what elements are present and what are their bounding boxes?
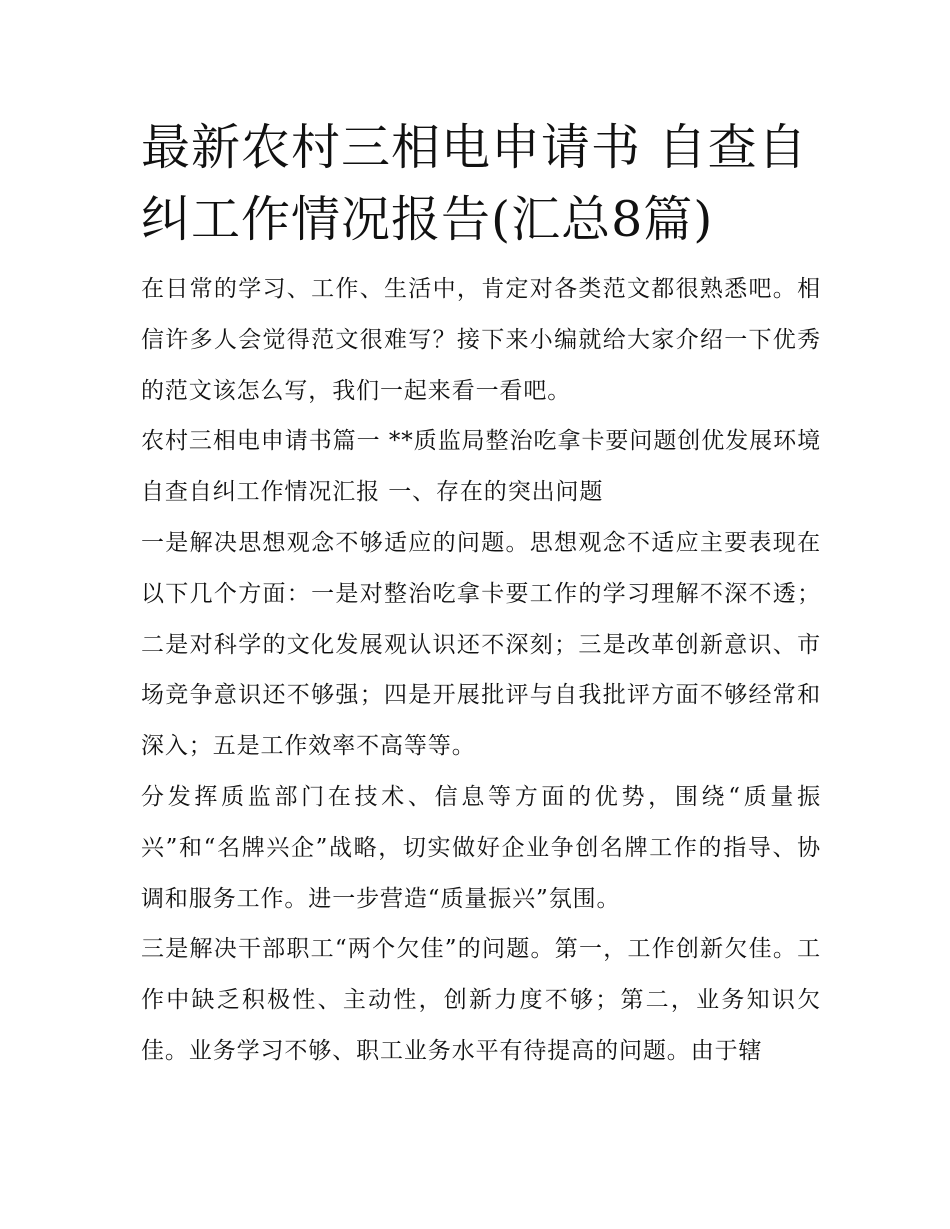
document-title: 最新农村三相电申请书 自查自纠工作情况报告(汇总8篇)	[141, 119, 808, 248]
paragraph-section-heading: 农村三相电申请书篇一 **质监局整治吃拿卡要问题创优发展环境 自查自纠工作情况汇报 一、存在的突出问题	[141, 428, 821, 506]
paragraph-intro: 在日常的学习、工作、生活中，肯定对各类范文都很熟悉吧。相信许多人会觉得范文很难写？接下来小编就给大家介绍一下优秀的范文该怎么写，我们一起来看一看吧。	[141, 276, 821, 404]
document-body	[141, 264, 821, 1077]
paragraph-staff: 三是解决干部职工“两个欠佳”的问题。第一，工作创新欠佳。工作中缺乏积极性、主动性，创新力度不够；第二，业务知识欠佳。业务学习不够、职工业务水平有待提高的问题。由于辖	[141, 936, 821, 1064]
document-content	[141, 112, 821, 1077]
paragraph-thinking: 一是解决思想观念不够适应的问题。思想观念不适应主要表现在以下几个方面：一是对整治吃拿卡要工作的学习理解不深不透；二是对科学的文化发展观认识还不深刻；三是改革创新意识、市场竞争意识还不够强；四是开展批评与自我批评方面不够经常和深入；五是工作效率不高等等。	[141, 529, 821, 760]
paragraph-quality: 分发挥质监部门在技术、信息等方面的优势，围绕“质量振兴”和“名牌兴企”战略，切实做好企业争创名牌工作的指导、协调和服务工作。进一步营造“质量振兴”氛围。	[141, 783, 821, 912]
